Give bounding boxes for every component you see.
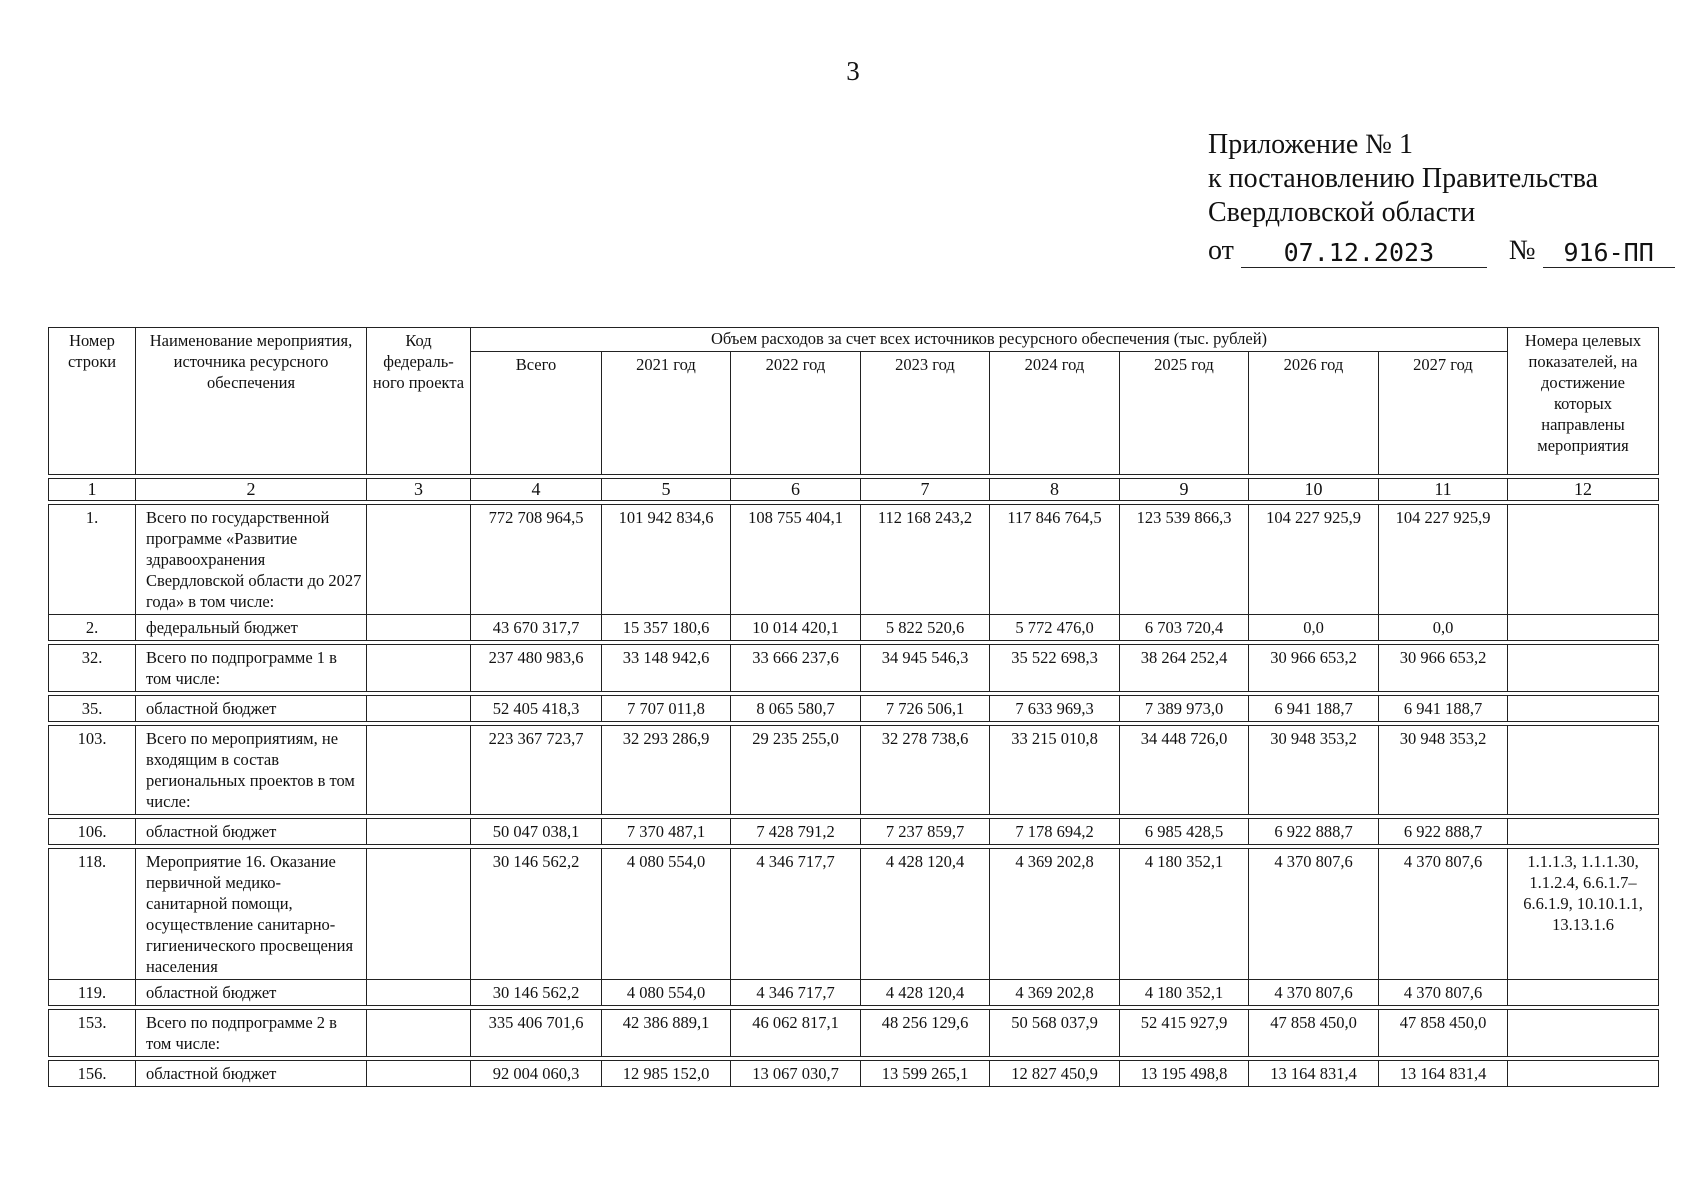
- year-2024-cell: 33 215 010,8: [990, 726, 1120, 815]
- appendix-title: Приложение № 1: [1208, 129, 1413, 160]
- indicators-cell: [1508, 980, 1659, 1006]
- header-2026: 2026 год: [1249, 352, 1379, 475]
- total-cell: 237 480 983,6: [471, 645, 602, 692]
- year-2025-cell: 52 415 927,9: [1120, 1010, 1249, 1057]
- year-2027-cell: 0,0: [1379, 615, 1508, 641]
- project-code-cell: [367, 849, 471, 980]
- indicators-cell: [1508, 645, 1659, 692]
- year-2022-cell: 10 014 420,1: [731, 615, 861, 641]
- project-code-cell: [367, 819, 471, 845]
- table-row: [49, 1061, 1659, 1087]
- row-number-cell: 103.: [49, 726, 136, 815]
- year-2022-cell: 8 065 580,7: [731, 696, 861, 722]
- table-row: [49, 726, 1659, 815]
- year-2021-cell: 4 080 554,0: [602, 980, 731, 1006]
- year-2024-cell: 5 772 476,0: [990, 615, 1120, 641]
- item-name-cell: Мероприятие 16. Оказание первичной медико-санитарной помощи, осуществление санитарно-гигиенического просвещения населения: [136, 849, 367, 980]
- header-total: Всего: [471, 352, 602, 475]
- header-2021: 2021 год: [602, 352, 731, 475]
- year-2021-cell: 101 942 834,6: [602, 505, 731, 615]
- table-row: [49, 849, 1659, 980]
- appendix-line-3: Свердловской области: [1208, 197, 1476, 228]
- indicators-cell: [1508, 1061, 1659, 1087]
- year-2023-cell: 32 278 738,6: [861, 726, 990, 815]
- year-2026-cell: 30 966 653,2: [1249, 645, 1379, 692]
- header-name: Наименование мероприятия, источника ресурсного обеспечения: [136, 328, 367, 475]
- year-2022-cell: 46 062 817,1: [731, 1010, 861, 1057]
- year-2026-cell: 0,0: [1249, 615, 1379, 641]
- year-2024-cell: 117 846 764,5: [990, 505, 1120, 615]
- year-2021-cell: 15 357 180,6: [602, 615, 731, 641]
- column-number: 4: [471, 479, 602, 501]
- total-cell: 223 367 723,7: [471, 726, 602, 815]
- year-2025-cell: 38 264 252,4: [1120, 645, 1249, 692]
- year-2026-cell: 6 922 888,7: [1249, 819, 1379, 845]
- year-2026-cell: 13 164 831,4: [1249, 1061, 1379, 1087]
- row-number-cell: 32.: [49, 645, 136, 692]
- column-number: 6: [731, 479, 861, 501]
- project-code-cell: [367, 1010, 471, 1057]
- year-2027-cell: 6 941 188,7: [1379, 696, 1508, 722]
- year-2025-cell: 123 539 866,3: [1120, 505, 1249, 615]
- project-code-cell: [367, 696, 471, 722]
- row-number-cell: 156.: [49, 1061, 136, 1087]
- header-code: Код федераль-ного проекта: [367, 328, 471, 475]
- header-2027: 2027 год: [1379, 352, 1508, 475]
- row-number-cell: 1.: [49, 505, 136, 615]
- year-2025-cell: 4 180 352,1: [1120, 980, 1249, 1006]
- year-2023-cell: 112 168 243,2: [861, 505, 990, 615]
- column-number: 11: [1379, 479, 1508, 501]
- year-2027-cell: 30 966 653,2: [1379, 645, 1508, 692]
- year-2023-cell: 4 428 120,4: [861, 849, 990, 980]
- column-numbers-row: [49, 479, 1659, 501]
- indicators-cell: 1.1.1.3, 1.1.1.30, 1.1.2.4, 6.6.1.7–6.6.1.9, 10.10.1.1, 13.13.1.6: [1508, 849, 1659, 980]
- year-2026-cell: 4 370 807,6: [1249, 980, 1379, 1006]
- header-2024: 2024 год: [990, 352, 1120, 475]
- column-number: 1: [49, 479, 136, 501]
- total-cell: 43 670 317,7: [471, 615, 602, 641]
- indicators-cell: [1508, 819, 1659, 845]
- year-2026-cell: 104 227 925,9: [1249, 505, 1379, 615]
- item-name-cell: федеральный бюджет: [136, 615, 367, 641]
- year-2023-cell: 48 256 129,6: [861, 1010, 990, 1057]
- item-name-cell: областной бюджет: [136, 819, 367, 845]
- project-code-cell: [367, 615, 471, 641]
- row-number-cell: 35.: [49, 696, 136, 722]
- item-name-cell: Всего по мероприятиям, не входящим в состав региональных проектов в том числе:: [136, 726, 367, 815]
- year-2027-cell: 13 164 831,4: [1379, 1061, 1508, 1087]
- total-cell: 772 708 964,5: [471, 505, 602, 615]
- year-2021-cell: 12 985 152,0: [602, 1061, 731, 1087]
- header-row-number: Номер строки: [49, 328, 136, 475]
- row-number-cell: 106.: [49, 819, 136, 845]
- year-2024-cell: 50 568 037,9: [990, 1010, 1120, 1057]
- year-2023-cell: 4 428 120,4: [861, 980, 990, 1006]
- column-number: 10: [1249, 479, 1379, 501]
- appendix-block: [1208, 128, 1675, 268]
- column-number: 3: [367, 479, 471, 501]
- page-number: 3: [846, 56, 860, 86]
- row-number-cell: 118.: [49, 849, 136, 980]
- project-code-cell: [367, 1061, 471, 1087]
- year-2027-cell: 4 370 807,6: [1379, 980, 1508, 1006]
- year-2026-cell: 6 941 188,7: [1249, 696, 1379, 722]
- year-2021-cell: 7 370 487,1: [602, 819, 731, 845]
- year-2024-cell: 35 522 698,3: [990, 645, 1120, 692]
- indicators-cell: [1508, 726, 1659, 815]
- table-row: [49, 645, 1659, 692]
- column-number: 8: [990, 479, 1120, 501]
- year-2023-cell: 34 945 546,3: [861, 645, 990, 692]
- year-2027-cell: 4 370 807,6: [1379, 849, 1508, 980]
- header-2023: 2023 год: [861, 352, 990, 475]
- project-code-cell: [367, 505, 471, 615]
- table-row: [49, 1010, 1659, 1057]
- year-2023-cell: 7 726 506,1: [861, 696, 990, 722]
- total-cell: 30 146 562,2: [471, 980, 602, 1006]
- item-name-cell: областной бюджет: [136, 696, 367, 722]
- resolution-signature-line: [1208, 234, 1675, 268]
- year-2026-cell: 47 858 450,0: [1249, 1010, 1379, 1057]
- project-code-cell: [367, 980, 471, 1006]
- item-name-cell: областной бюджет: [136, 1061, 367, 1087]
- year-2023-cell: 5 822 520,6: [861, 615, 990, 641]
- year-2022-cell: 13 067 030,7: [731, 1061, 861, 1087]
- indicators-cell: [1508, 505, 1659, 615]
- number-prefix: №: [1508, 235, 1536, 266]
- column-number: 9: [1120, 479, 1249, 501]
- year-2025-cell: 34 448 726,0: [1120, 726, 1249, 815]
- year-2025-cell: 4 180 352,1: [1120, 849, 1249, 980]
- project-code-cell: [367, 645, 471, 692]
- appendix-line-2: к постановлению Правительства: [1208, 163, 1599, 194]
- year-2021-cell: 4 080 554,0: [602, 849, 731, 980]
- total-cell: 335 406 701,6: [471, 1010, 602, 1057]
- row-number-cell: 153.: [49, 1010, 136, 1057]
- resolution-number: 916-ПП: [1543, 239, 1675, 268]
- table-row: [49, 819, 1659, 845]
- column-number: 12: [1508, 479, 1659, 501]
- year-2021-cell: 7 707 011,8: [602, 696, 731, 722]
- year-2025-cell: 7 389 973,0: [1120, 696, 1249, 722]
- header-2025: 2025 год: [1120, 352, 1249, 475]
- date-prefix: от: [1208, 235, 1234, 266]
- indicators-cell: [1508, 1010, 1659, 1057]
- resolution-date: 07.12.2023: [1241, 239, 1487, 268]
- year-2025-cell: 6 985 428,5: [1120, 819, 1249, 845]
- header-indicators: Номера целевых показателей, на достижение которых направлены мероприятия: [1508, 328, 1659, 475]
- year-2026-cell: 30 948 353,2: [1249, 726, 1379, 815]
- item-name-cell: Всего по подпрограмме 2 в том числе:: [136, 1010, 367, 1057]
- item-name-cell: Всего по подпрограмме 1 в том числе:: [136, 645, 367, 692]
- year-2024-cell: 4 369 202,8: [990, 849, 1120, 980]
- year-2021-cell: 33 148 942,6: [602, 645, 731, 692]
- year-2021-cell: 32 293 286,9: [602, 726, 731, 815]
- year-2027-cell: 47 858 450,0: [1379, 1010, 1508, 1057]
- year-2026-cell: 4 370 807,6: [1249, 849, 1379, 980]
- table-row: [49, 505, 1659, 615]
- year-2024-cell: 7 178 694,2: [990, 819, 1120, 845]
- year-2022-cell: 4 346 717,7: [731, 849, 861, 980]
- year-2027-cell: 6 922 888,7: [1379, 819, 1508, 845]
- year-2024-cell: 7 633 969,3: [990, 696, 1120, 722]
- row-number-cell: 119.: [49, 980, 136, 1006]
- year-2022-cell: 33 666 237,6: [731, 645, 861, 692]
- year-2022-cell: 4 346 717,7: [731, 980, 861, 1006]
- header-row-1: [49, 328, 1659, 352]
- table-row: [49, 980, 1659, 1006]
- project-code-cell: [367, 726, 471, 815]
- header-2022: 2022 год: [731, 352, 861, 475]
- total-cell: 92 004 060,3: [471, 1061, 602, 1087]
- year-2023-cell: 13 599 265,1: [861, 1061, 990, 1087]
- item-name-cell: областной бюджет: [136, 980, 367, 1006]
- indicators-cell: [1508, 615, 1659, 641]
- indicators-cell: [1508, 696, 1659, 722]
- header-expenses-group: Объем расходов за счет всех источников ресурсного обеспечения (тыс. рублей): [471, 328, 1508, 352]
- table-row: [49, 615, 1659, 641]
- item-name-cell: Всего по государственной программе «Развитие здравоохранения Свердловской области до 2027 года» в том числе:: [136, 505, 367, 615]
- column-number: 5: [602, 479, 731, 501]
- year-2027-cell: 30 948 353,2: [1379, 726, 1508, 815]
- year-2027-cell: 104 227 925,9: [1379, 505, 1508, 615]
- year-2024-cell: 12 827 450,9: [990, 1061, 1120, 1087]
- year-2022-cell: 7 428 791,2: [731, 819, 861, 845]
- year-2024-cell: 4 369 202,8: [990, 980, 1120, 1006]
- year-2023-cell: 7 237 859,7: [861, 819, 990, 845]
- column-number: 2: [136, 479, 367, 501]
- year-2022-cell: 29 235 255,0: [731, 726, 861, 815]
- row-number-cell: 2.: [49, 615, 136, 641]
- column-number: 7: [861, 479, 990, 501]
- year-2021-cell: 42 386 889,1: [602, 1010, 731, 1057]
- year-2025-cell: 13 195 498,8: [1120, 1061, 1249, 1087]
- total-cell: 52 405 418,3: [471, 696, 602, 722]
- year-2025-cell: 6 703 720,4: [1120, 615, 1249, 641]
- table-row: [49, 696, 1659, 722]
- budget-table: [48, 327, 1659, 1087]
- total-cell: 50 047 038,1: [471, 819, 602, 845]
- total-cell: 30 146 562,2: [471, 849, 602, 980]
- year-2022-cell: 108 755 404,1: [731, 505, 861, 615]
